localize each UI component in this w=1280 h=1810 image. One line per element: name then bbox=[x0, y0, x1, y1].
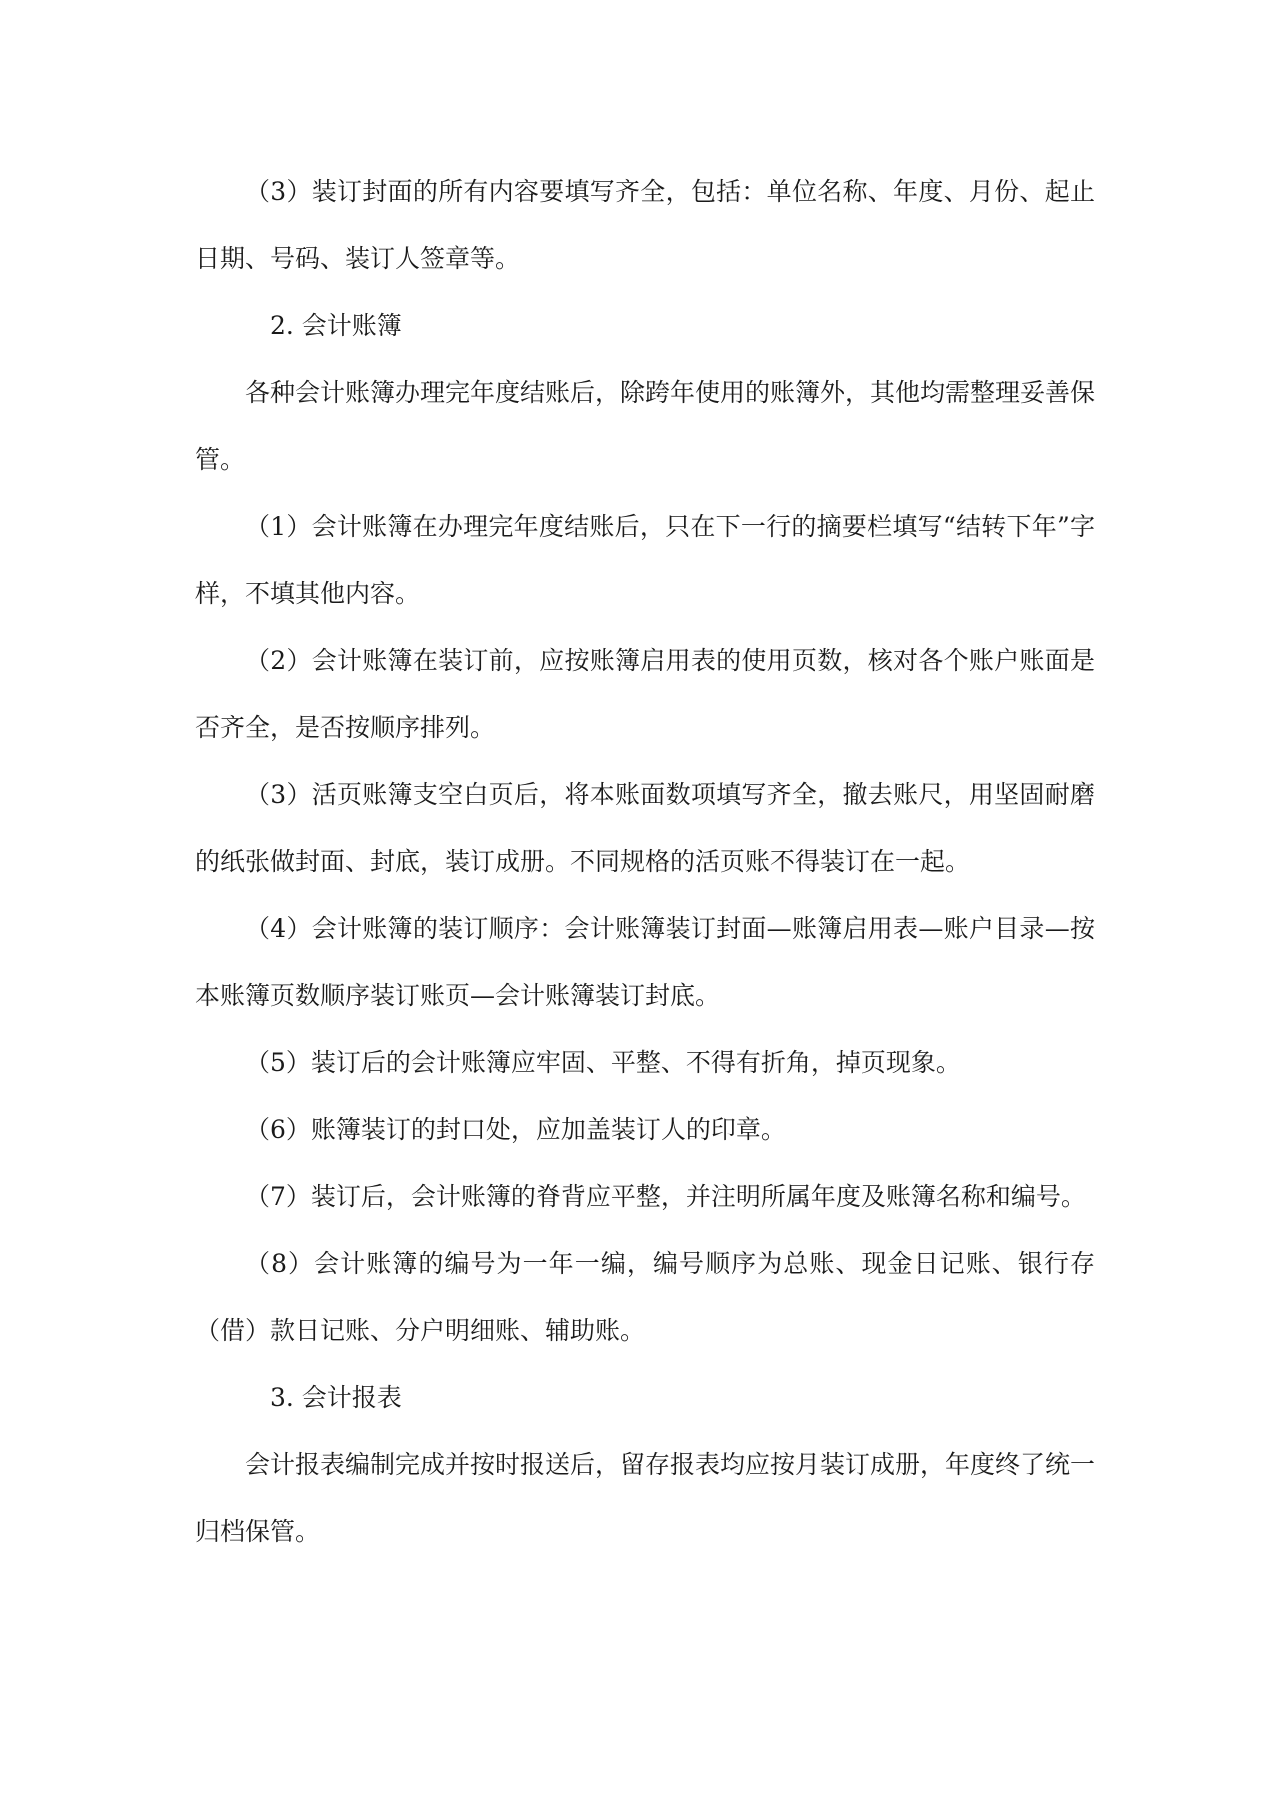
section-heading-accounting-reports: 3. 会计报表 bbox=[270, 1383, 402, 1412]
document-body bbox=[195, 158, 1095, 1565]
section-heading-account-books: 2. 会计账簿 bbox=[270, 311, 402, 340]
paragraph-account-books-intro: 各种会计账簿办理完年度结账后，除跨年使用的账簿外，其他均需整理妥善保管。 bbox=[195, 378, 1096, 474]
paragraph-account-books-5: （5）装订后的会计账簿应牢固、平整、不得有折角，掉页现象。 bbox=[245, 1048, 961, 1077]
paragraph-binding-cover-3: （3）装订封面的所有内容要填写齐全，包括：单位名称、年度、月份、起止日期、号码、装订人签章等。 bbox=[195, 177, 1095, 273]
paragraph-account-books-3: （3）活页账簿支空白页后，将本账面数项填写齐全，撤去账尺，用坚固耐磨的纸张做封面、封底，装订成册。不同规格的活页账不得装订在一起。 bbox=[195, 780, 1095, 876]
paragraph-accounting-reports: 会计报表编制完成并按时报送后，留存报表均应按月装订成册，年度终了统一归档保管。 bbox=[195, 1450, 1096, 1546]
paragraph-account-books-2: （2）会计账簿在装订前，应按账簿启用表的使用页数，核对各个账户账面是否齐全，是否按顺序排列。 bbox=[195, 646, 1095, 742]
paragraph-account-books-4: （4）会计账簿的装订顺序：会计账簿装订封面—账簿启用表—账户目录—按本账簿页数顺序装订账页—会计账簿装订封底。 bbox=[195, 914, 1095, 1010]
paragraph-account-books-8: （8）会计账簿的编号为一年一编，编号顺序为总账、现金日记账、银行存（借）款日记账、分户明细账、辅助账。 bbox=[195, 1249, 1095, 1345]
paragraph-account-books-1: （1）会计账簿在办理完年度结账后，只在下一行的摘要栏填写“结转下年”字样，不填其他内容。 bbox=[195, 512, 1095, 608]
paragraph-account-books-6: （6）账簿装订的封口处，应加盖装订人的印章。 bbox=[245, 1115, 786, 1144]
paragraph-account-books-7: （7）装订后，会计账簿的脊背应平整，并注明所属年度及账簿名称和编号。 bbox=[245, 1182, 1086, 1211]
